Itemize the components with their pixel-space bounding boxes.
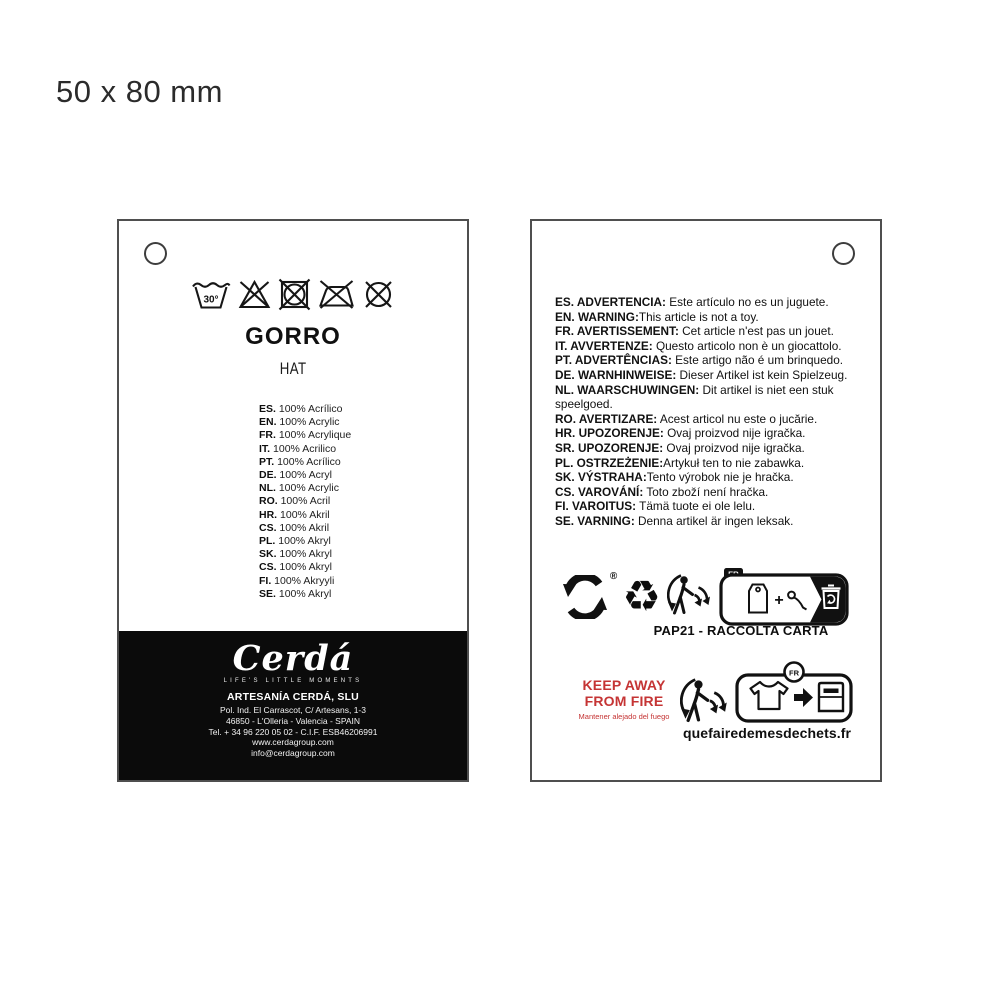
warning-line: DE. WARNHINWEISE: Dieser Artikel ist kein Spielzeug. [555, 367, 848, 382]
brand-tagline: LIFE'S LITTLE MOMENTS [223, 678, 363, 684]
brand-footer [119, 631, 467, 780]
composition-line: HR. 100% Akril [259, 508, 330, 521]
cerda-logo: Cerdá [232, 638, 354, 679]
composition-line: PL. 100% Akryl [259, 535, 331, 548]
warnings-list [555, 295, 873, 529]
composition-line: RO. 100% Acril [259, 495, 331, 508]
warning-line: IT. AVVERTENZE: Questo articolo non è un giocattolo. [555, 338, 842, 353]
punch-hole-icon [832, 242, 855, 265]
textile-sorting-row [680, 661, 855, 728]
green-dot-icon [563, 571, 618, 619]
warning-line: SE. VARNING: Denna artikel är ingen leksak. [555, 513, 794, 528]
warning-line: FI. VAROITUS: Tämä tuote ei ole lelu. [555, 499, 756, 514]
wash-30-icon [191, 278, 231, 311]
wash-temp-label: 30° [203, 294, 219, 306]
warning-line: RO. AVERTIZARE: Acest articol nu este o jucărie. [555, 411, 818, 426]
warning-line: EN. WARNING:This article is not a toy. [555, 309, 759, 324]
company-website: www.cerdagroup.com [252, 737, 334, 748]
composition-line: SE. 100% Akryl [259, 587, 332, 600]
composition-line: DE. 100% Acryl [259, 469, 332, 482]
recycling-icons-row [532, 568, 880, 626]
product-name-translated [119, 359, 467, 379]
hang-tag-front [117, 219, 469, 782]
composition-list [259, 403, 351, 601]
composition-line: FR. 100% Acrylique [259, 429, 352, 442]
fire-warning-subtitle: Mantener alejado del fuego [578, 712, 670, 721]
size-label: 50 x 80 mm [56, 74, 223, 109]
plus-sign: + [774, 592, 784, 609]
composition-line: NL. 100% Acrylic [259, 482, 339, 495]
textile-sorting-info-icon [735, 661, 855, 725]
recycle-mobius-icon: ♻ [622, 572, 661, 622]
do-not-bleach-icon [238, 278, 271, 311]
do-not-dry-clean-icon [362, 278, 395, 311]
warning-line: FR. AVERTISSEMENT: Cet article n'est pas un jouet. [555, 324, 834, 339]
warning-line: SK. VÝSTRAHA:Tento výrobok nie je hračka. [555, 470, 794, 485]
product-name: GORRO [245, 323, 341, 350]
sorting-url: quefairedemesdechets.fr [682, 725, 852, 741]
triman-icon [680, 678, 730, 728]
composition-line: IT. 100% Acrilico [259, 442, 337, 455]
care-symbols-row [119, 278, 467, 311]
company-address-line: Pol. Ind. El Carrascot, C/ Artesans, 1-3 [220, 705, 366, 715]
composition-line: SK. 100% Akryl [259, 548, 332, 561]
composition-line: ES. 100% Acrílico [259, 403, 343, 415]
fire-warning [568, 678, 680, 721]
warning-line: PL. OSTRZEŻENIE:Artykuł ten to nie zabawka. [555, 455, 805, 470]
company-name: ARTESANÍA CERDÁ, SLU [227, 691, 359, 703]
triman-icon [667, 574, 713, 620]
warning-line: NL. WAARSCHUWINGEN: Dit artikel is niet een stuk speelgoed. [555, 382, 834, 412]
composition-line: FI. 100% Akryyli [259, 574, 335, 587]
do-not-tumble-dry-icon [278, 278, 311, 311]
warning-line: PT. ADVERTÊNCIAS: Este artigo não é um brinquedo. [555, 353, 844, 368]
composition-line: EN. 100% Acrylic [259, 416, 340, 429]
fr-badge-label: FR [789, 668, 799, 678]
warning-line: HR. UPOZORENJE: Ovaj proizvod nije igračka. [555, 426, 806, 441]
warning-line: CS. VAROVÁNÍ: Toto zboží není hračka. [555, 484, 769, 499]
company-phone-cif: Tel. + 34 96 220 05 02 - C.I.F. ESB46206991 [208, 726, 378, 737]
warning-line: SR. UPOZORENJE: Ovaj proizvod nije igračka. [555, 440, 805, 455]
warning-line: ES. ADVERTENCIA: Este artículo no es un juguete. [555, 295, 829, 309]
company-email: info@cerdagroup.com [251, 748, 335, 759]
registered-trademark-icon: ® [609, 571, 618, 582]
composition-line: CS. 100% Akryl [259, 561, 332, 574]
product-name-en: HAT [279, 359, 307, 378]
paper-sorting-info-icon [719, 568, 849, 626]
recycling-code-label: PAP21 - RACCOLTA CARTA [653, 623, 829, 638]
hang-tag-back [530, 219, 882, 782]
fire-warning-line: KEEP AWAY [582, 677, 666, 693]
composition-line: CS. 100% Akril [259, 521, 330, 534]
punch-hole-icon [144, 242, 167, 265]
company-address-line: 46850 - L'Olleria - Valencia - SPAIN [225, 715, 361, 726]
fire-warning-line: FROM FIRE [584, 692, 664, 709]
composition-line: PT. 100% Acrílico [259, 455, 341, 468]
do-not-iron-icon [318, 278, 355, 311]
